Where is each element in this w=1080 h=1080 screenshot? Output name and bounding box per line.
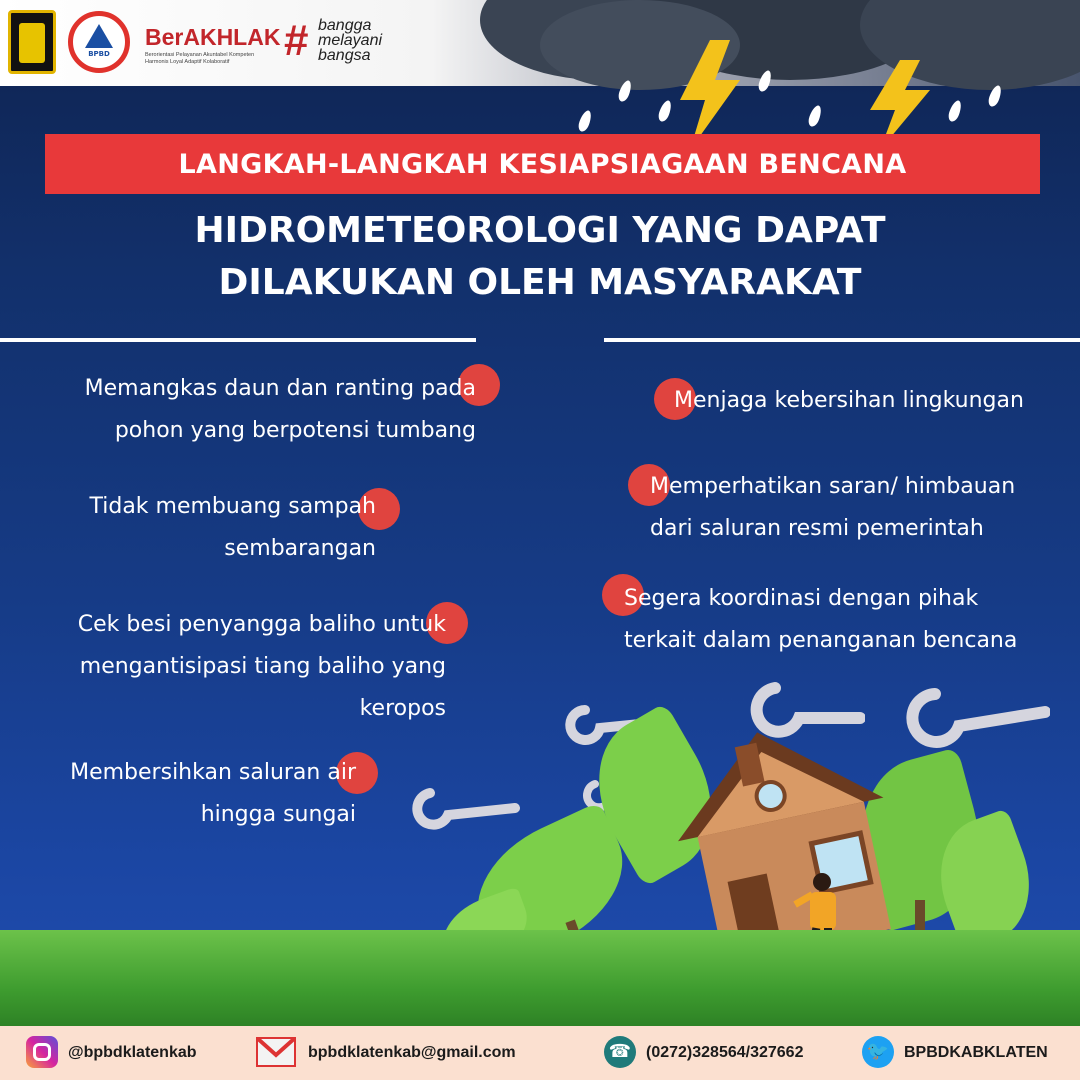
email-address[interactable]: bpbdklatenkab@gmail.com [308,1044,516,1061]
instagram-icon[interactable] [26,1036,58,1068]
twitter-handle[interactable]: BPBDKABKLATEN [904,1044,1048,1061]
list-item: Memperhatikan saran/ himbauan dari saluran resmi pemerintah [650,474,1016,541]
wind-swirl-icon [890,672,1050,752]
list-item: Tidak membuang sampah sembarangan [89,494,376,561]
raindrop-icon [577,109,594,133]
twitter-icon[interactable]: 🐦 [862,1036,894,1068]
berakhlak-tagline: Berorientasi Pelayanan Akuntabel Kompeten Harmonis Loyal Adaptif Kolaboratif [145,52,255,65]
bangga-melayani-bangsa: bangga melayani bangsa [318,17,383,64]
title-line-1: HIDROMETEOROLOGI YANG DAPAT [194,210,886,251]
phone-number[interactable]: (0272)328564/327662 [646,1044,804,1061]
instagram-handle[interactable]: @bpbdklatenkab [68,1044,197,1061]
list-item: Memangkas daun dan ranting pada pohon yang berpotensi tumbang [84,376,476,443]
list-item: Menjaga kebersihan lingkungan [674,388,1024,413]
divider-left [0,338,476,342]
email-icon[interactable] [256,1037,296,1067]
hash-logo: # [284,16,309,65]
bpbd-logo [68,11,130,73]
wind-swirl-icon [400,778,520,838]
list-item: Segera koordinasi dengan pihak terkait dalam penanganan bencana [624,586,1018,653]
berakhlak-logo-text: BerAKHLAK [145,24,281,50]
raindrop-icon [947,99,964,123]
title-banner [45,134,1040,194]
title-line-2: DILAKUKAN OLEH MASYARAKAT [218,262,862,303]
page-title [0,205,1080,309]
bpbd-logo-label: BPBD [88,50,110,58]
list-item: Membersihkan saluran air hingga sungai [70,760,356,827]
regency-logo [8,10,56,74]
tilted-house-illustration [660,720,900,960]
grass-field [0,930,1080,1030]
raindrop-icon [807,104,824,128]
title-banner-text: LANGKAH-LANGKAH KESIAPSIAGAAN BENCANA [178,148,907,180]
phone-icon[interactable]: ☎ [604,1036,636,1068]
list-item: Cek besi penyangga baliho untuk mengantisipasi tiang baliho yang keropos [77,612,446,721]
divider-right [604,338,1080,342]
